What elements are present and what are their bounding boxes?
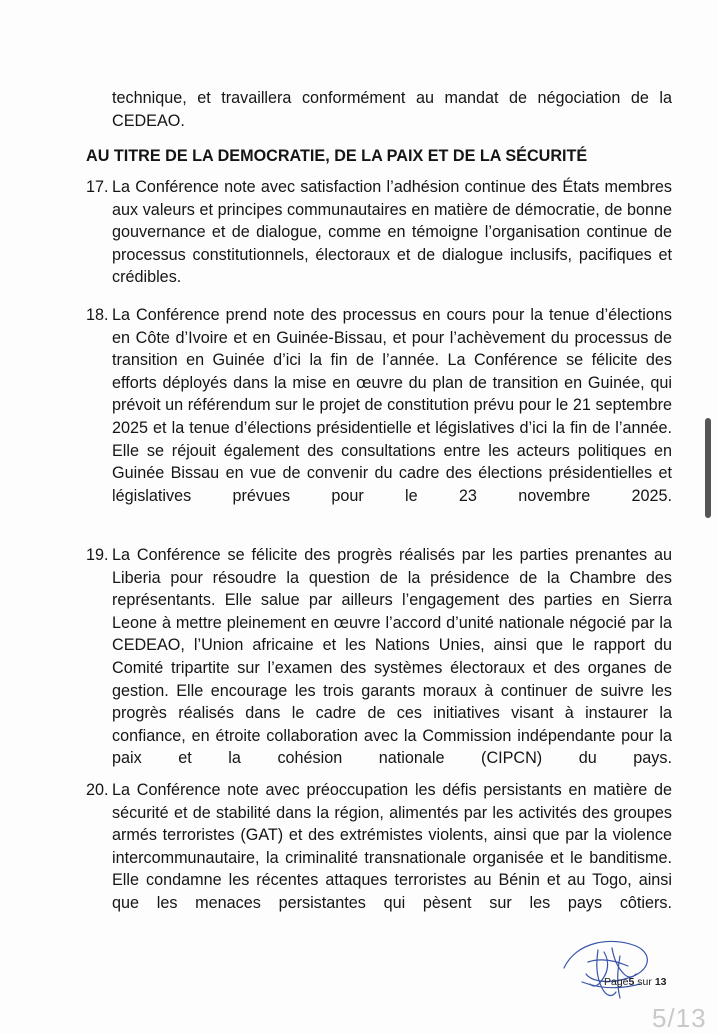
paragraph-17 [86,176,672,312]
paragraph-number: 19. [86,546,109,564]
total-pages-number: 13 [654,976,667,988]
paragraph-number: 20. [86,781,109,799]
page-word: Page [604,976,629,988]
section-heading: AU TITRE DE LA DEMOCRATIE, DE LA PAIX ET DE LA SÉCURITÉ [86,147,588,165]
page-number-label [604,976,667,988]
handwritten-signature [558,938,658,1008]
paragraph-number: 18. [86,306,109,324]
viewer-page-counter: 5/13 [652,1003,707,1033]
continued-paragraph: technique, et travaillera conformément au mandat de négociation de la CEDEAO. [112,89,672,130]
paragraph-text: La Conférence note avec satisfaction l’adhésion continue des États membres aux valeurs et principes communautaires en matière de démocratie, de bonne gouvernance et de dialogue, comme en témoigne l’organisation continue de processus constitutionnels, électoraux et de dialogue inclusifs, pacifiques et crédibles. [112,178,672,287]
paragraph-text: La Conférence note avec préoccupation les défis persistants en matière de sécurité et de stabilité dans la région, alimentés par les activités des groupes armés terroristes (GAT) et des extrémistes violents, ainsi que par la violence intercommunautaire, la criminalité transnationale organisée et le banditisme. Elle condamne les récentes attaques terroristes au Bénin et au Togo, ainsi que les menaces persistantes qui pèsent sur les pays côtiers. [112,781,672,912]
paragraph-text: La Conférence se félicite des progrès réalisés par les parties prenantes au Liberia pour résoudre la question de la présidence de la Chambre des représentants. Elle salue par ailleurs l’engagement des parties en Sierra Leone à mettre pleinement en œuvre l’accord d’unité nationale négocié par la CEDEAO, l’Union africaine et les Nations Unies, ainsi que le rapport du Comité tripartite sur l’examen des systèmes électoraux et des organes de gestion. Elle encourage les trois garants moraux à continuer de suivre les progrès réalisés dans le cadre de ces initiatives visant à instaurer la confiance, en étroite collaboration avec la Commission indépendante pour la paix et la cohésion nationale (CIPCN) du pays. [112,546,672,768]
paragraph-20 [86,779,672,937]
paragraph-19 [86,544,672,793]
of-word: sur [637,976,652,988]
paragraph-18 [86,304,672,530]
paragraph-text: La Conférence prend note des processus en cours pour la tenue d’élections en Côte d’Ivoire et en Guinée-Bissau, et pour l’achèvement du processus de transition en Guinée d’ici la fin de l’année. La Conférence se félicite des efforts déployés dans la mise en œuvre du plan de transition en Guinée, qui prévoit un référendum sur le projet de constitution prévu pour le 21 septembre 2025 et la tenue d’élections présidentielle et législatives d’ici la fin de l’année. Elle se réjouit également des consultations entre les acteurs politiques en Guinée Bissau en vue de convenir du cadre des élections présidentielles et législatives prévues pour le 23 novembre 2025. [112,306,672,505]
current-page-number: 5 [628,976,635,988]
scrollbar-thumb[interactable] [705,418,711,518]
paragraph-number: 17. [86,178,109,196]
